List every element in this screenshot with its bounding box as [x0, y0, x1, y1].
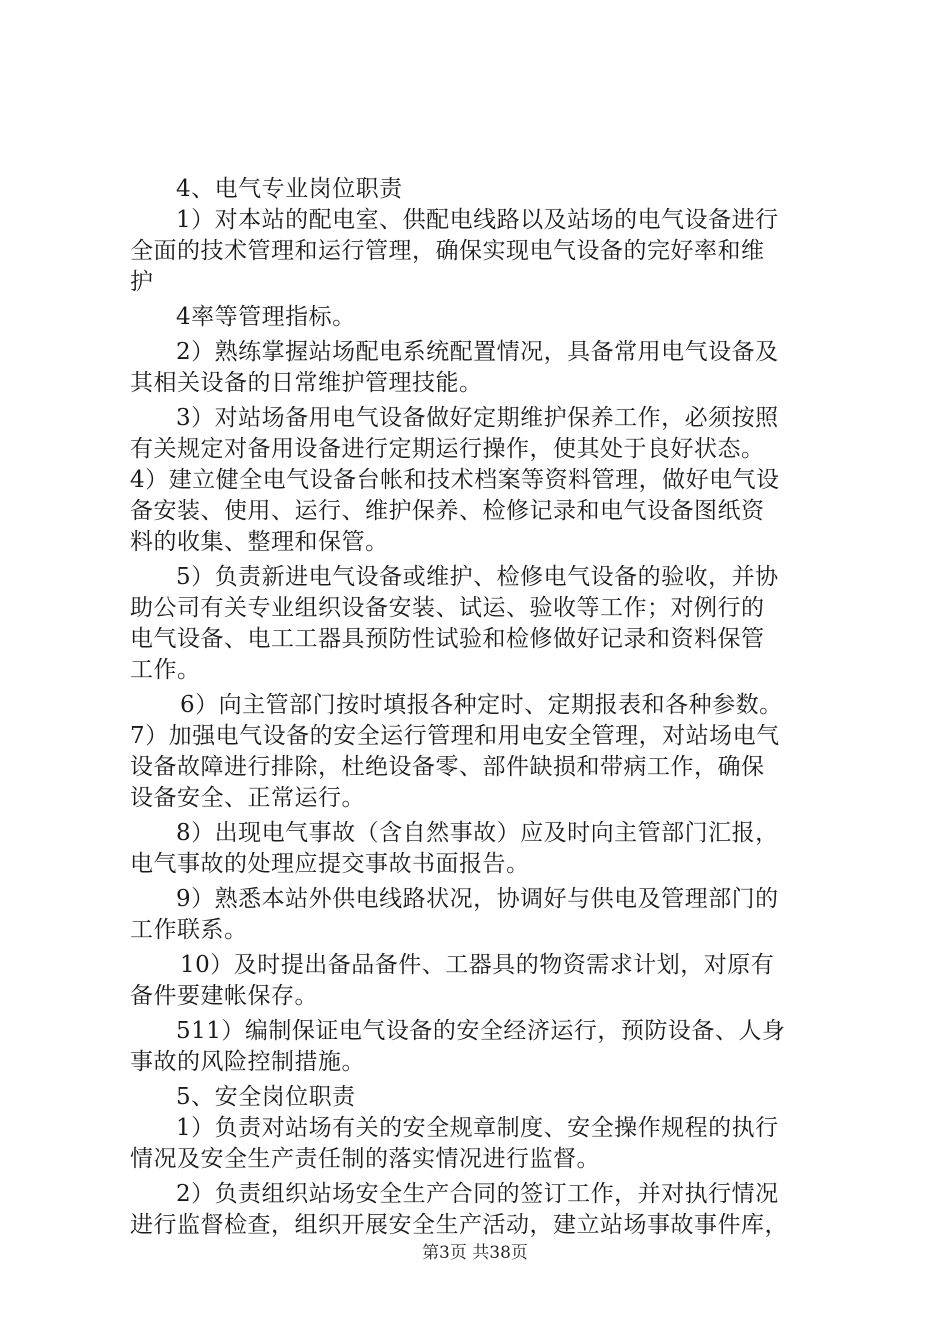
section-heading: 5、安全岗位职责 — [176, 1084, 356, 1110]
paragraph-line: 1）负责对站场有关的安全规章制度、安全操作规程的执行 — [176, 1115, 779, 1141]
paragraph-line: 设备故障进行排除，杜绝设备零、部件缺损和带病工作，确保 — [130, 754, 765, 780]
paragraph-line: 设备安全、正常运行。 — [130, 785, 365, 811]
section-heading: 4、电气专业岗位职责 — [176, 176, 403, 202]
paragraph-line: 5）负责新进电气设备或维护、检修电气设备的验收，并协 — [176, 564, 779, 590]
paragraph-line: 电气事故的处理应提交事故书面报告。 — [130, 851, 530, 877]
paragraph-line: 4）建立健全电气设备台帐和技术档案等资料管理，做好电气设 — [130, 467, 780, 493]
paragraph-line: 全面的技术管理和运行管理，确保实现电气设备的完好率和维 — [130, 238, 765, 264]
paragraph-line: 事故的风险控制措施。 — [130, 1049, 365, 1075]
page-number-footer: 第3页 共38页 — [422, 1243, 528, 1263]
paragraph-line: 1）对本站的配电室、供配电线路以及站场的电气设备进行 — [176, 207, 779, 233]
paragraph-line: 进行监督检查，组织开展安全生产活动，建立站场事故事件库， — [130, 1212, 788, 1238]
paragraph-line: 511）编制保证电气设备的安全经济运行，预防设备、人身 — [176, 1018, 786, 1044]
paragraph-line: 料的收集、整理和保管。 — [130, 529, 389, 555]
paragraph-line: 其相关设备的日常维护管理技能。 — [130, 370, 483, 396]
paragraph-line: 7）加强电气设备的安全运行管理和用电安全管理，对站场电气 — [130, 723, 780, 749]
paragraph-line: 3）对站场备用电气设备做好定期维护保养工作，必须按照 — [176, 405, 779, 431]
paragraph-line: 工作联系。 — [130, 917, 248, 943]
paragraph-line: 9）熟悉本站外供电线路状况，协调好与供电及管理部门的 — [176, 886, 779, 912]
paragraph-line: 有关规定对备用设备进行定期运行操作，使其处于良好状态。 — [130, 436, 765, 462]
paragraph-line: 2）熟练掌握站场配电系统配置情况，具备常用电气设备及 — [176, 339, 779, 365]
paragraph-line: 8）出现电气事故（含自然事故）应及时向主管部门汇报， — [176, 820, 779, 846]
paragraph-line: 2）负责组织站场安全生产合同的签订工作，并对执行情况 — [176, 1181, 779, 1207]
paragraph-line: 护 — [130, 269, 154, 295]
paragraph-line: 6）向主管部门按时填报各种定时、定期报表和各种参数。 — [180, 692, 783, 718]
paragraph-line: 助公司有关专业组织设备安装、试运、验收等工作；对例行的 — [130, 595, 765, 621]
paragraph-line: 情况及安全生产责任制的落实情况进行监督。 — [130, 1146, 600, 1172]
paragraph-line: 备安装、使用、运行、维护保养、检修记录和电气设备图纸资 — [130, 498, 765, 524]
paragraph-line: 备件要建帐保存。 — [130, 983, 318, 1009]
paragraph-line: 10）及时提出备品备件、工器具的物资需求计划，对原有 — [180, 952, 775, 978]
paragraph-line: 工作。 — [130, 657, 201, 683]
paragraph-line: 电气设备、电工工器具预防性试验和检修做好记录和资料保管 — [130, 626, 765, 652]
paragraph-line: 4率等管理指标。 — [176, 304, 356, 330]
document-body — [130, 174, 840, 1241]
